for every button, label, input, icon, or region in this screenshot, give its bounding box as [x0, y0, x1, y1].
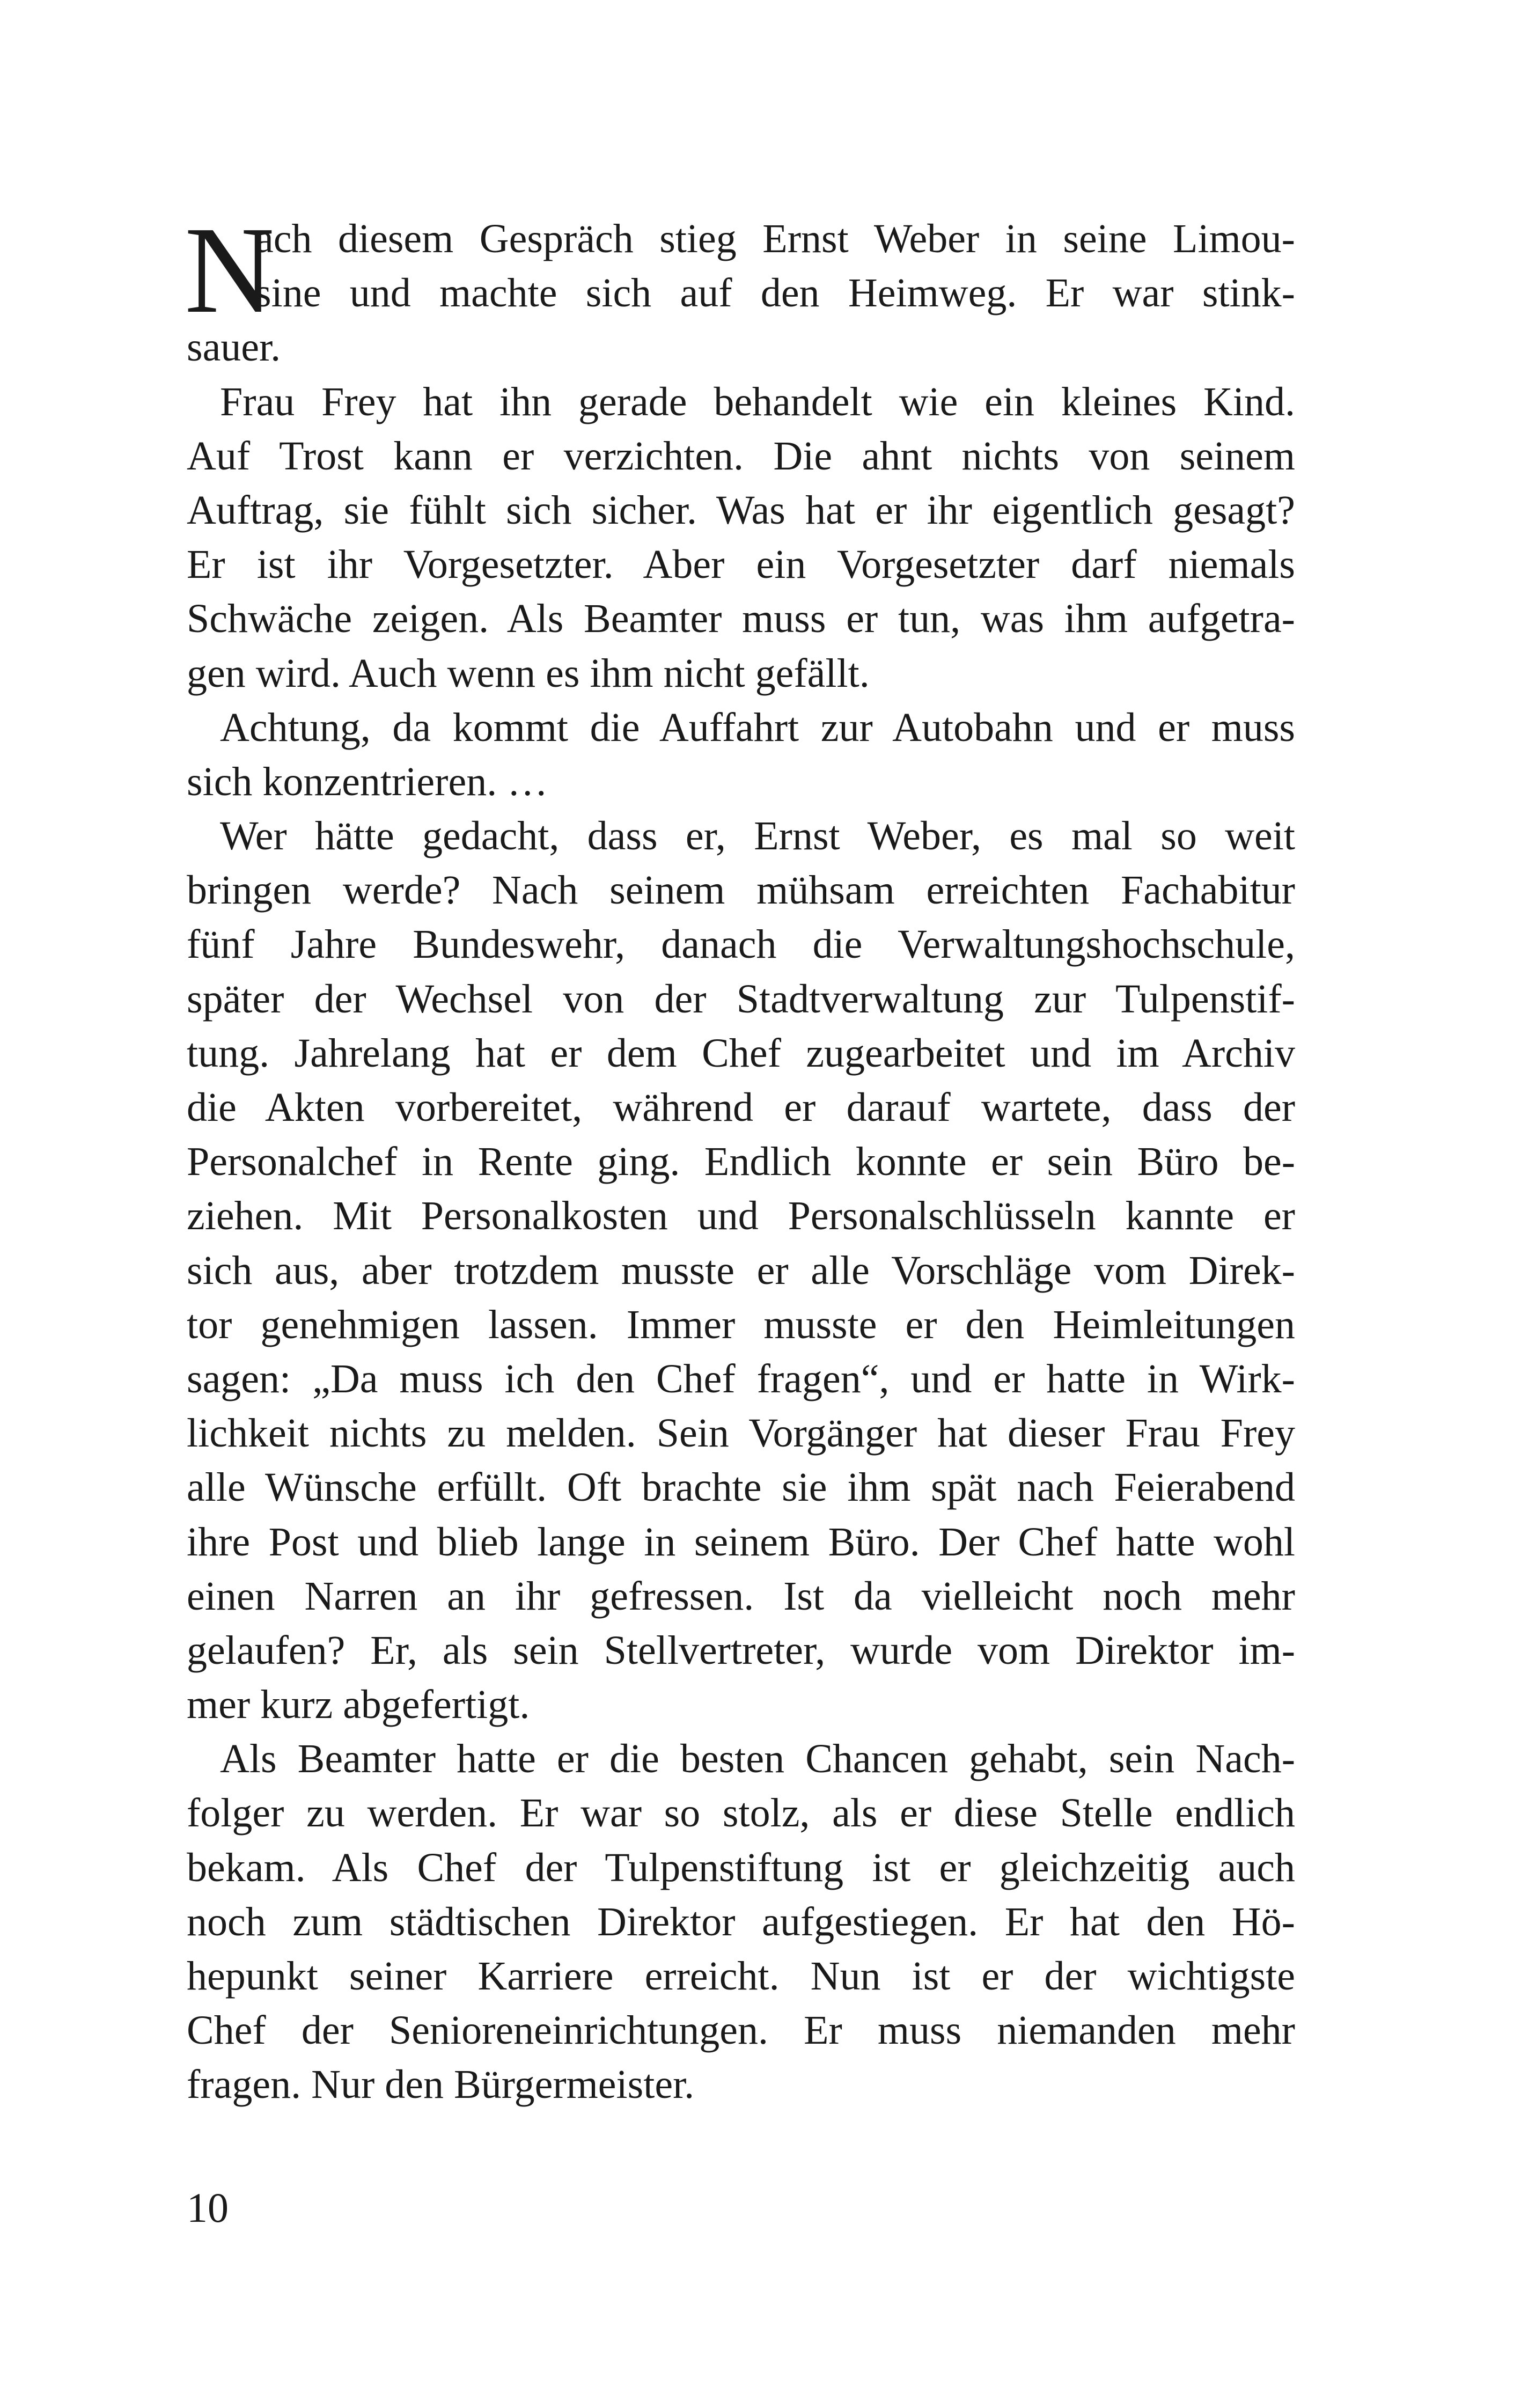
text-line: Auf Trost kann er verzichten. Die ahnt nichts von seinem [187, 433, 1295, 479]
drop-cap: N [185, 201, 275, 339]
text-line: Personalchef in Rente ging. Endlich konnte er sein Büro be- [187, 1139, 1295, 1185]
text-line: einen Narren an ihr gefressen. Ist da vielleicht noch mehr [187, 1573, 1295, 1619]
text-line: Achtung, da kommt die Auffahrt zur Autobahn und er muss [220, 704, 1295, 750]
paragraph [187, 809, 1295, 1732]
text-line: gelaufen? Er, als sein Stellvertreter, wurde vom Direktor im- [187, 1627, 1295, 1673]
paragraph [187, 701, 1295, 809]
text-line: mer kurz abgefertigt. [187, 1682, 530, 1728]
text-line: lichkeit nichts zu melden. Sein Vorgänger hat dieser Frau Frey [187, 1411, 1295, 1456]
text-line: sine und machte sich auf den Heimweg. Er war stink- [255, 270, 1295, 316]
text-line: ziehen. Mit Personalkosten und Personalschlüsseln kannte er [187, 1193, 1295, 1239]
text-line: tung. Jahrelang hat er dem Chef zugearbeitet und im Archiv [187, 1030, 1295, 1076]
text-line: sagen: „Da muss ich den Chef fragen“, und er hatte in Wirk- [187, 1356, 1295, 1401]
page-number: 10 [187, 2184, 229, 2231]
paragraph [187, 375, 1295, 701]
text-line: folger zu werden. Er war so stolz, als er diese Stelle endlich [187, 1790, 1295, 1836]
text-line: ihre Post und blieb lange in seinem Büro. Der Chef hatte wohl [187, 1519, 1295, 1565]
text-line: Chef der Senioreneinrichtungen. Er muss niemanden mehr [187, 2008, 1295, 2053]
text-line: Auftrag, sie fühlt sich sicher. Was hat er ihr eigentlich gesagt? [187, 487, 1295, 533]
text-line: Als Beamter hatte er die besten Chancen gehabt, sein Nach- [220, 1736, 1295, 1782]
text-line: fragen. Nur den Bürgermeister. [187, 2062, 695, 2108]
text-line: noch zum städtischen Direktor aufgestiegen. Er hat den Hö- [187, 1899, 1295, 1944]
text-line: bringen werde? Nach seinem mühsam erreichten Fachabitur [187, 868, 1295, 913]
text-line: Wer hätte gedacht, dass er, Ernst Weber, es mal so weit [220, 813, 1295, 859]
text-line: Schwäche zeigen. Als Beamter muss er tun, was ihm aufgetra- [187, 596, 1295, 642]
text-line: Er ist ihr Vorgesetzter. Aber ein Vorgesetzter darf niemals [187, 542, 1295, 588]
text-line: sauer. [187, 325, 281, 370]
text-line: tor genehmigen lassen. Immer musste er den Heimleitungen [187, 1302, 1295, 1347]
text-line: sich aus, aber trotzdem musste er alle Vorschläge vom Direk- [187, 1247, 1295, 1293]
text-line: ach diesem Gespräch stieg Ernst Weber in seine Limou- [255, 216, 1295, 261]
text-line: gen wird. Auch wenn es ihm nicht gefällt. [187, 650, 870, 696]
paragraph [185, 201, 1295, 375]
body-text [185, 201, 1295, 2112]
text-line: die Akten vorbereitet, während er darauf wartete, dass der [187, 1085, 1295, 1130]
text-line: fünf Jahre Bundeswehr, danach die Verwaltungshochschule, [187, 922, 1295, 967]
text-line: Frau Frey hat ihn gerade behandelt wie ein kleines Kind. [220, 379, 1295, 424]
text-line: bekam. Als Chef der Tulpenstiftung ist er gleichzeitig auch [187, 1845, 1295, 1890]
text-line: sich konzentrieren. … [187, 759, 548, 804]
text-line: hepunkt seiner Karriere erreicht. Nun ist er der wichtigste [187, 1954, 1295, 1999]
text-line: später der Wechsel von der Stadtverwaltung zur Tulpenstif- [187, 976, 1295, 1022]
text-line: alle Wünsche erfüllt. Oft brachte sie ihm spät nach Feierabend [187, 1465, 1295, 1510]
paragraph [187, 1732, 1295, 2112]
paragraphs [185, 201, 1295, 2112]
